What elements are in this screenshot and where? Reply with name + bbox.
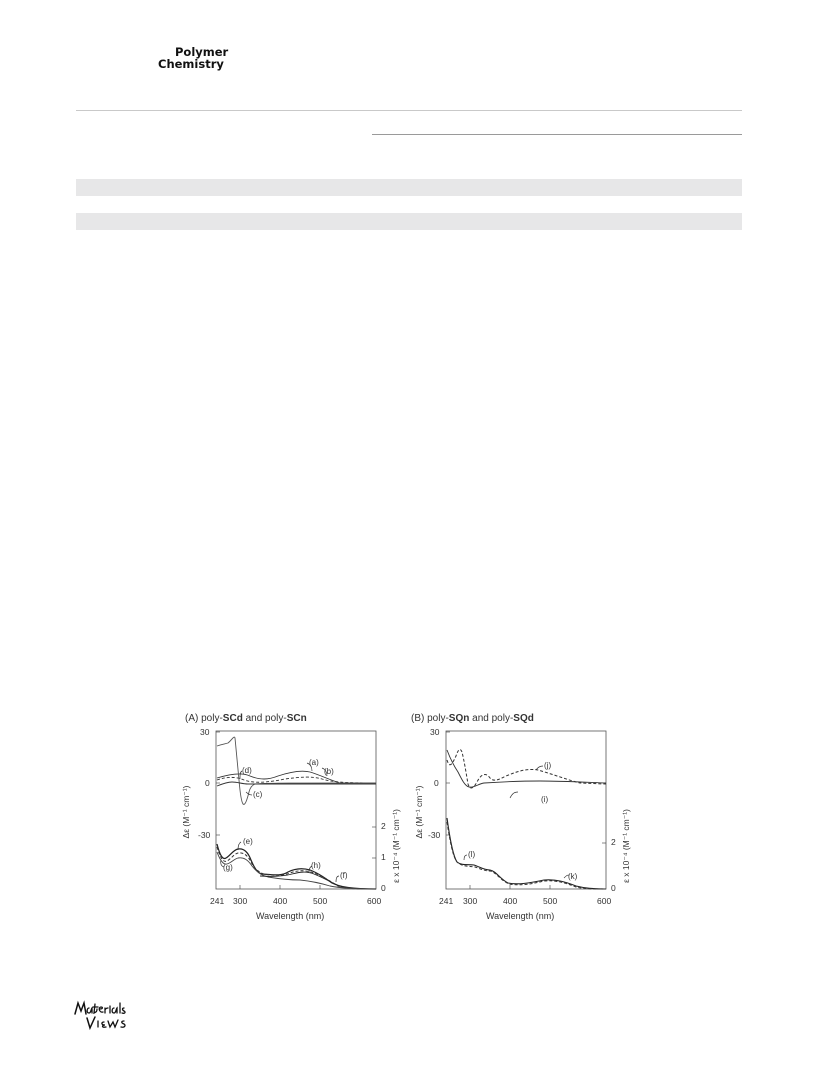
journal-name-line1: Polymer [175,45,229,59]
journal-name-line2: Chemistry [158,57,224,71]
label-i: (i) [541,795,549,804]
b-ylabel-right: ε x 10⁻⁴ (M⁻¹ cm⁻¹) [621,809,631,883]
panel-a [181,713,401,921]
a-ytick-neg30: -30 [198,830,211,840]
label-a: (a) [309,758,319,767]
cd-uv-figure [160,700,631,930]
b-xtick-241: 241 [439,896,454,906]
table-header-band [76,179,742,196]
b-xtick-500: 500 [543,896,558,906]
publisher-logo [73,1000,135,1030]
b-rtick-2: 2 [611,837,616,847]
b-ylabel-left: Δε (M⁻¹ cm⁻¹) [414,785,424,839]
table-row-band [76,213,742,230]
a-ylabel-left: Δε (M⁻¹ cm⁻¹) [181,785,191,839]
curve-g [217,852,376,889]
curve-c [217,737,376,804]
b-ytick-neg30: -30 [428,830,441,840]
a-xtick-300: 300 [233,896,248,906]
b-xlabel: Wavelength (nm) [486,911,555,921]
a-xtick-241: 241 [210,896,225,906]
b-rtick-0: 0 [611,883,616,893]
panel-a-frame [216,731,376,889]
b-ytick-0: 0 [434,778,439,788]
a-rtick-2: 2 [381,821,386,831]
a-rtick-1: 1 [381,852,386,862]
header-rule [76,110,742,111]
a-ylabel-right: ε x 10⁻⁴ (M⁻¹ cm⁻¹) [391,809,401,883]
a-ytick-0: 0 [205,778,210,788]
label-g: (g) [223,863,233,872]
label-b: (b) [324,767,334,776]
a-xtick-500: 500 [313,896,328,906]
b-xtick-600: 600 [597,896,612,906]
curve-i [447,750,606,787]
label-l: (l) [468,850,476,859]
label-k: (k) [568,872,578,881]
curve-b [217,777,376,783]
label-e: (e) [243,837,253,846]
panel-a-title: (A) poly-SCd and poly-SCn [185,713,307,724]
curve-e [217,844,376,889]
journal-logo [158,46,228,70]
label-j: (j) [544,761,552,770]
label-d: (d) [242,766,252,775]
panel-b [411,713,631,921]
panel-b-frame [446,731,606,889]
a-xtick-600: 600 [367,896,382,906]
curve-f [217,847,376,889]
panel-b-title: (B) poly-SQn and poly-SQd [411,713,534,724]
a-xlabel: Wavelength (nm) [256,911,325,921]
a-rtick-0: 0 [381,883,386,893]
a-xtick-400: 400 [273,896,288,906]
column-rule [372,134,742,135]
label-c: (c) [253,790,263,799]
label-h: (h) [311,861,321,870]
b-ytick-30: 30 [430,727,440,737]
label-f: (f) [340,871,348,880]
a-ytick-30: 30 [200,727,210,737]
b-xtick-400: 400 [503,896,518,906]
b-xtick-300: 300 [463,896,478,906]
